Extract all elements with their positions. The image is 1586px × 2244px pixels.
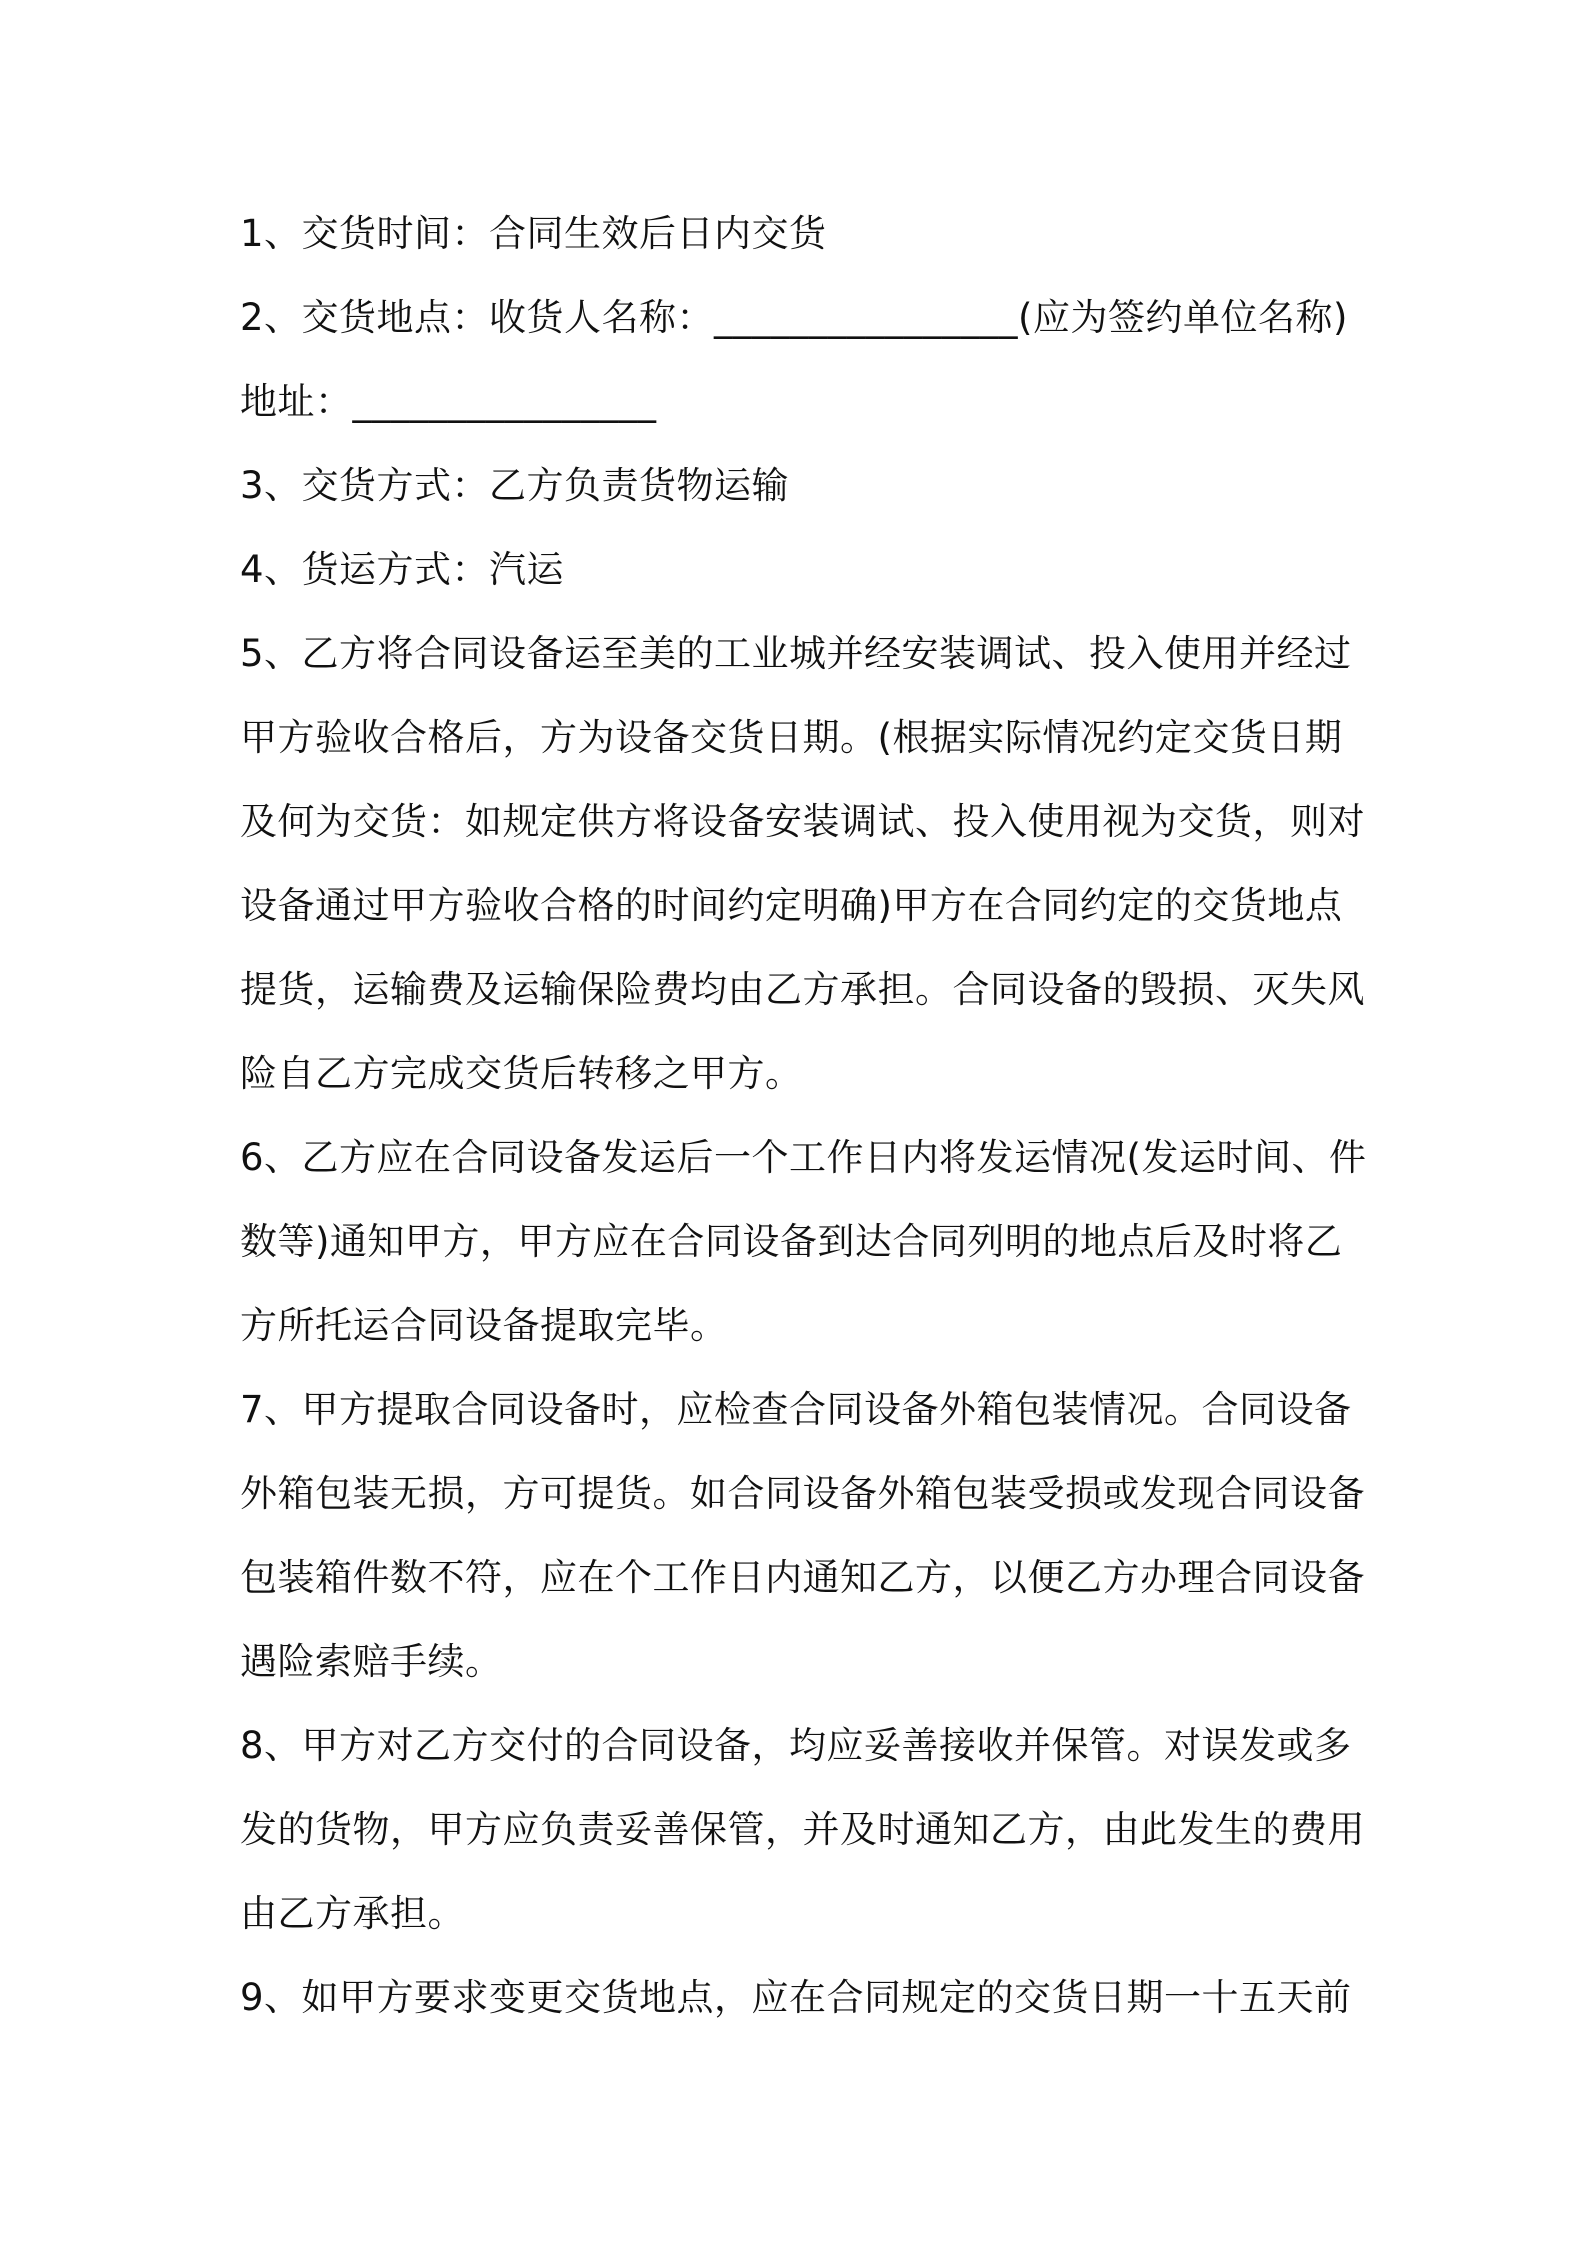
text-line: 地址：________________ [240, 380, 657, 423]
text-line: 2、交货地点：收货人名称：________________(应为签约单位名称) [240, 296, 1348, 339]
text-line: 甲方验收合格后，方为设备交货日期。(根据实际情况约定交货日期 [240, 716, 1343, 759]
text-line: 3、交货方式：乙方负责货物运输 [240, 464, 790, 507]
text-line: 外箱包装无损，方可提货。如合同设备外箱包装受损或发现合同设备 [240, 1472, 1365, 1515]
text-line: 及何为交货：如规定供方将设备安装调试、投入使用视为交货，则对 [240, 800, 1365, 843]
text-line: 5、乙方将合同设备运至美的工业城并经安装调试、投入使用并经过 [240, 632, 1352, 675]
text-line: 7、甲方提取合同设备时，应检查合同设备外箱包装情况。合同设备 [240, 1388, 1352, 1431]
text-line: 包装箱件数不符，应在个工作日内通知乙方，以便乙方办理合同设备 [240, 1556, 1365, 1599]
text-line: 提货，运输费及运输保险费均由乙方承担。合同设备的毁损、灭失风 [240, 968, 1365, 1011]
text-line: 遇险索赔手续。 [240, 1640, 503, 1683]
text-line: 发的货物，甲方应负责妥善保管，并及时通知乙方，由此发生的费用 [240, 1808, 1365, 1851]
text-line: 设备通过甲方验收合格的时间约定明确)甲方在合同约定的交货地点 [240, 884, 1343, 927]
text-line: 险自乙方完成交货后转移之甲方。 [240, 1052, 803, 1095]
text-line: 8、甲方对乙方交付的合同设备，均应妥善接收并保管。对误发或多 [240, 1724, 1352, 1767]
text-line: 4、货运方式：汽运 [240, 548, 565, 591]
document-body [240, 192, 1367, 2040]
text-line: 9、如甲方要求变更交货地点，应在合同规定的交货日期一十五天前 [240, 1976, 1352, 2019]
text-line: 6、乙方应在合同设备发运后一个工作日内将发运情况(发运时间、件 [240, 1136, 1367, 1179]
text-line: 数等)通知甲方，甲方应在合同设备到达合同列明的地点后及时将乙 [240, 1220, 1343, 1263]
text-line: 方所托运合同设备提取完毕。 [240, 1304, 728, 1347]
text-line: 由乙方承担。 [240, 1892, 465, 1935]
text-line: 1、交货时间：合同生效后日内交货 [240, 212, 827, 255]
